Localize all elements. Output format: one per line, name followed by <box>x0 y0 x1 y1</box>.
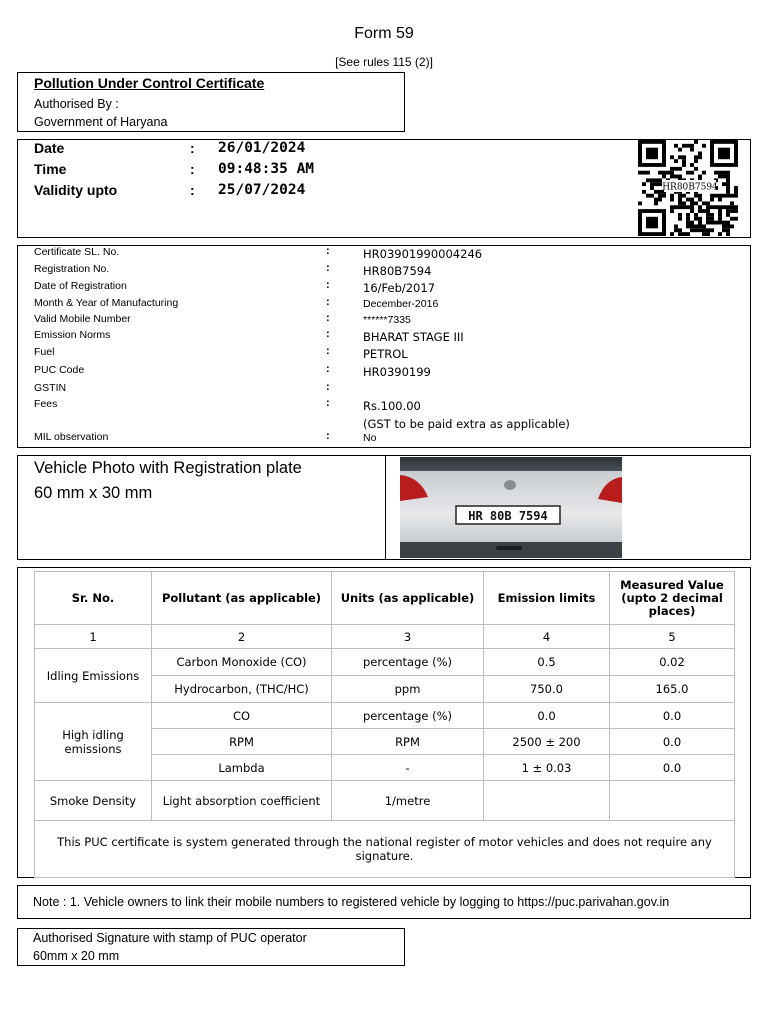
detail-colon: : <box>326 245 330 257</box>
detail-label: Date of Registration <box>34 280 127 292</box>
detail-label: PUC Code <box>34 364 85 376</box>
limit-cell: 0.0 <box>484 703 610 729</box>
unit-cell: percentage (%) <box>332 649 484 676</box>
detail-colon: : <box>326 430 330 442</box>
detail-label: Certificate SL. No. <box>34 246 120 258</box>
detail-colon: : <box>326 296 330 308</box>
detail-label: Fees <box>34 398 58 410</box>
qr-code <box>638 140 738 236</box>
signature-label: Authorised Signature with stamp of PUC operator <box>33 931 307 945</box>
validity-colon: : <box>190 182 195 198</box>
measured-cell <box>610 781 735 821</box>
group-high-idling-emissions: High idling emissions <box>35 703 152 781</box>
detail-value: HR80B7594 <box>363 264 432 278</box>
header-pollutant: Pollutant (as applicable) <box>152 572 332 625</box>
limit-cell <box>484 781 610 821</box>
limit-cell: 1 ± 0.03 <box>484 755 610 781</box>
detail-value: PETROL <box>363 347 408 361</box>
pollutant-cell: CO <box>152 703 332 729</box>
table-row <box>35 703 735 729</box>
group-idling-emissions: Idling Emissions <box>35 649 152 703</box>
measured-cell: 0.0 <box>610 729 735 755</box>
rules-reference: [See rules 115 (2)] <box>335 55 433 69</box>
detail-colon: : <box>326 363 330 375</box>
unit-cell: 1/metre <box>332 781 484 821</box>
signature-box <box>17 928 405 966</box>
detail-value: ******7335 <box>363 314 411 326</box>
vehicle-photo-box <box>17 455 751 560</box>
date-value: 26/01/2024 <box>218 140 306 156</box>
time-label: Time <box>34 161 67 177</box>
column-number: 5 <box>610 625 735 649</box>
signature-size-label: 60mm x 20 mm <box>33 949 120 963</box>
pollutant-cell: Lambda <box>152 755 332 781</box>
pollutant-cell: RPM <box>152 729 332 755</box>
emission-table <box>34 571 735 878</box>
column-number: 2 <box>152 625 332 649</box>
detail-label: Valid Mobile Number <box>34 313 131 325</box>
note-box <box>17 885 751 919</box>
limit-cell: 750.0 <box>484 676 610 703</box>
table-row <box>35 781 735 821</box>
limit-cell: 0.5 <box>484 649 610 676</box>
table-row <box>35 649 735 676</box>
emission-results-box <box>17 567 751 878</box>
pollutant-cell: Hydrocarbon, (THC/HC) <box>152 676 332 703</box>
detail-value: HR03901990004246 <box>363 247 483 261</box>
detail-value: BHARAT STAGE III <box>363 330 464 344</box>
detail-label: Month & Year of Manufacturing <box>34 297 179 309</box>
system-generated-note: This PUC certificate is system generated through the national register of motor vehicles and does not require any signature. <box>35 821 735 878</box>
vehicle-details-box <box>17 245 751 448</box>
detail-colon: : <box>326 279 330 291</box>
unit-cell: RPM <box>332 729 484 755</box>
date-colon: : <box>190 140 195 156</box>
group-smoke-density: Smoke Density <box>35 781 152 821</box>
measured-cell: 0.0 <box>610 703 735 729</box>
unit-cell: - <box>332 755 484 781</box>
qr-caption: HR80B7594 <box>662 182 718 193</box>
photo-label-line2: 60 mm x 30 mm <box>34 484 153 502</box>
detail-value: No <box>363 432 377 444</box>
detail-label: Registration No. <box>34 263 110 275</box>
limit-cell: 2500 ± 200 <box>484 729 610 755</box>
detail-value: HR0390199 <box>363 365 431 379</box>
measured-cell: 165.0 <box>610 676 735 703</box>
detail-value: December-2016 <box>363 298 439 310</box>
unit-cell: ppm <box>332 676 484 703</box>
pollutant-cell: Carbon Monoxide (CO) <box>152 649 332 676</box>
detail-label: Emission Norms <box>34 329 111 341</box>
authorised-by-label: Authorised By : <box>34 97 119 111</box>
detail-colon: : <box>326 397 330 409</box>
number-plate-text: HR 80B 7594 <box>468 509 548 523</box>
datetime-box <box>17 139 751 238</box>
header-emission-limits: Emission limits <box>484 572 610 625</box>
photo-label-line1: Vehicle Photo with Registration plate <box>34 459 302 477</box>
vehicle-photo <box>400 457 622 558</box>
detail-label: MIL observation <box>34 431 109 443</box>
detail-value: 16/Feb/2017 <box>363 281 436 295</box>
time-value: 09:48:35 AM <box>218 161 315 177</box>
government-name: Government of Haryana <box>34 115 168 129</box>
header-units: Units (as applicable) <box>332 572 484 625</box>
date-label: Date <box>34 140 65 156</box>
column-number: 3 <box>332 625 484 649</box>
detail-label: Fuel <box>34 346 55 358</box>
form-title: Form 59 <box>354 25 414 42</box>
note-text: Note : 1. Vehicle owners to link their mobile numbers to registered vehicle by logging to https://puc.parivahan.gov.in <box>33 895 670 909</box>
detail-label: GSTIN <box>34 382 67 394</box>
detail-colon: : <box>326 328 330 340</box>
column-number: 4 <box>484 625 610 649</box>
unit-cell: percentage (%) <box>332 703 484 729</box>
column-number: 1 <box>35 625 152 649</box>
header-sr-no: Sr. No. <box>35 572 152 625</box>
certificate-title: Pollution Under Control Certificate <box>34 75 265 91</box>
authority-box <box>17 72 405 132</box>
detail-value: (GST to be paid extra as applicable) <box>363 417 570 431</box>
measured-cell: 0.0 <box>610 755 735 781</box>
pollutant-cell: Light absorption coefficient <box>152 781 332 821</box>
detail-value: Rs.100.00 <box>363 399 421 413</box>
validity-label: Validity upto <box>34 182 118 198</box>
detail-colon: : <box>326 345 330 357</box>
photo-divider <box>385 456 386 559</box>
header-measured-value: Measured Value (upto 2 decimal places) <box>610 572 735 625</box>
detail-colon: : <box>326 312 330 324</box>
detail-colon: : <box>326 262 330 274</box>
detail-colon: : <box>326 381 330 393</box>
validity-value: 25/07/2024 <box>218 182 306 198</box>
time-colon: : <box>190 161 195 177</box>
measured-cell: 0.02 <box>610 649 735 676</box>
